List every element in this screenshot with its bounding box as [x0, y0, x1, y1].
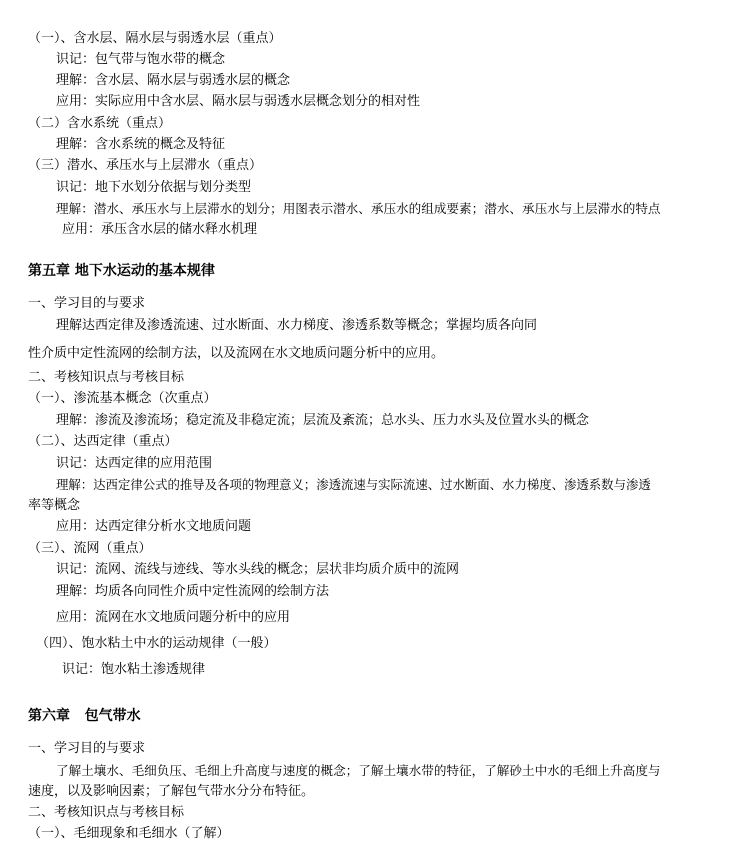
text-line: 理解：渗流及渗流场；稳定流及非稳定流；层流及紊流；总水头、压力水头及位置水头的概念: [56, 413, 590, 428]
text-line: 识记：达西定律的应用范围: [56, 456, 213, 471]
text-line: 识记：地下水划分依据与划分类型: [56, 180, 252, 195]
text-line: 应用：实际应用中含水层、隔水层与弱透水层概念划分的相对性: [56, 94, 421, 109]
text-line: 理解：潜水、承压水与上层滞水的划分；用图表示潜水、承压水的组成要素；潜水、承压水与上层滞水的特点: [56, 201, 661, 216]
text-line: 一、学习目的与要求: [28, 741, 146, 756]
chapter-heading: 第五章 地下水运动的基本规律: [28, 263, 215, 279]
text-line: （三）、流网（重点）: [28, 541, 152, 556]
text-line: 应用：达西定律分析水文地质问题: [56, 519, 252, 534]
text-line: 理解：含水层、隔水层与弱透水层的概念: [56, 73, 291, 88]
text-line: 理解：含水系统的概念及特征: [56, 137, 226, 152]
text-line: （一）、含水层、隔水层与弱透水层（重点）: [28, 31, 282, 46]
text-line: 识记：包气带与饱水带的概念: [56, 52, 226, 67]
text-line: 速度，以及影响因素；了解包气带水分分布特征。: [28, 784, 315, 799]
text-line: 识记：饱水粘土渗透规律: [62, 662, 206, 677]
chapter-heading: 第六章 包气带水: [28, 708, 141, 724]
text-line: 理解达西定律及渗透流速、过水断面、水力梯度、渗透系数等概念；掌握均质各向同: [56, 318, 538, 333]
text-line: 二、考核知识点与考核目标: [28, 805, 185, 820]
text-line: 率等概念: [28, 498, 81, 513]
text-line: 了解土壤水、毛细负压、毛细上升高度与速度的概念；了解土壤水带的特征，了解砂土中水的毛细上升高度与: [56, 763, 661, 778]
text-line: 应用：承压含水层的储水释水机理: [62, 222, 258, 237]
text-line: 理解：均质各向同性介质中定性流网的绘制方法: [56, 584, 330, 599]
text-line: 应用：流网在水文地质问题分析中的应用: [56, 610, 291, 625]
text-line: （二）、达西定律（重点）: [28, 434, 178, 449]
text-line: 理解：达西定律公式的推导及各项的物理意义；渗透流速与实际流速、过水断面、水力梯度、渗透系数与渗透: [56, 477, 651, 492]
text-line: 一、学习目的与要求: [28, 296, 146, 311]
text-line: 性介质中定性流网的绘制方法，以及流网在水文地质问题分析中的应用。: [28, 346, 445, 361]
text-line: （二）含水系统（重点）: [28, 116, 172, 131]
text-line: （一）、毛细现象和毛细水（了解）: [28, 826, 230, 841]
text-line: （一）、渗流基本概念（次重点）: [28, 391, 217, 406]
text-line: （三）潜水、承压水与上层滞水（重点）: [28, 158, 263, 173]
text-line: （四）、饱水粘土中水的运动规律（一般）: [36, 636, 277, 651]
text-line: 识记：流网、流线与迹线、等水头线的概念；层状非均质介质中的流网: [56, 562, 460, 577]
text-line: 二、考核知识点与考核目标: [28, 370, 185, 385]
